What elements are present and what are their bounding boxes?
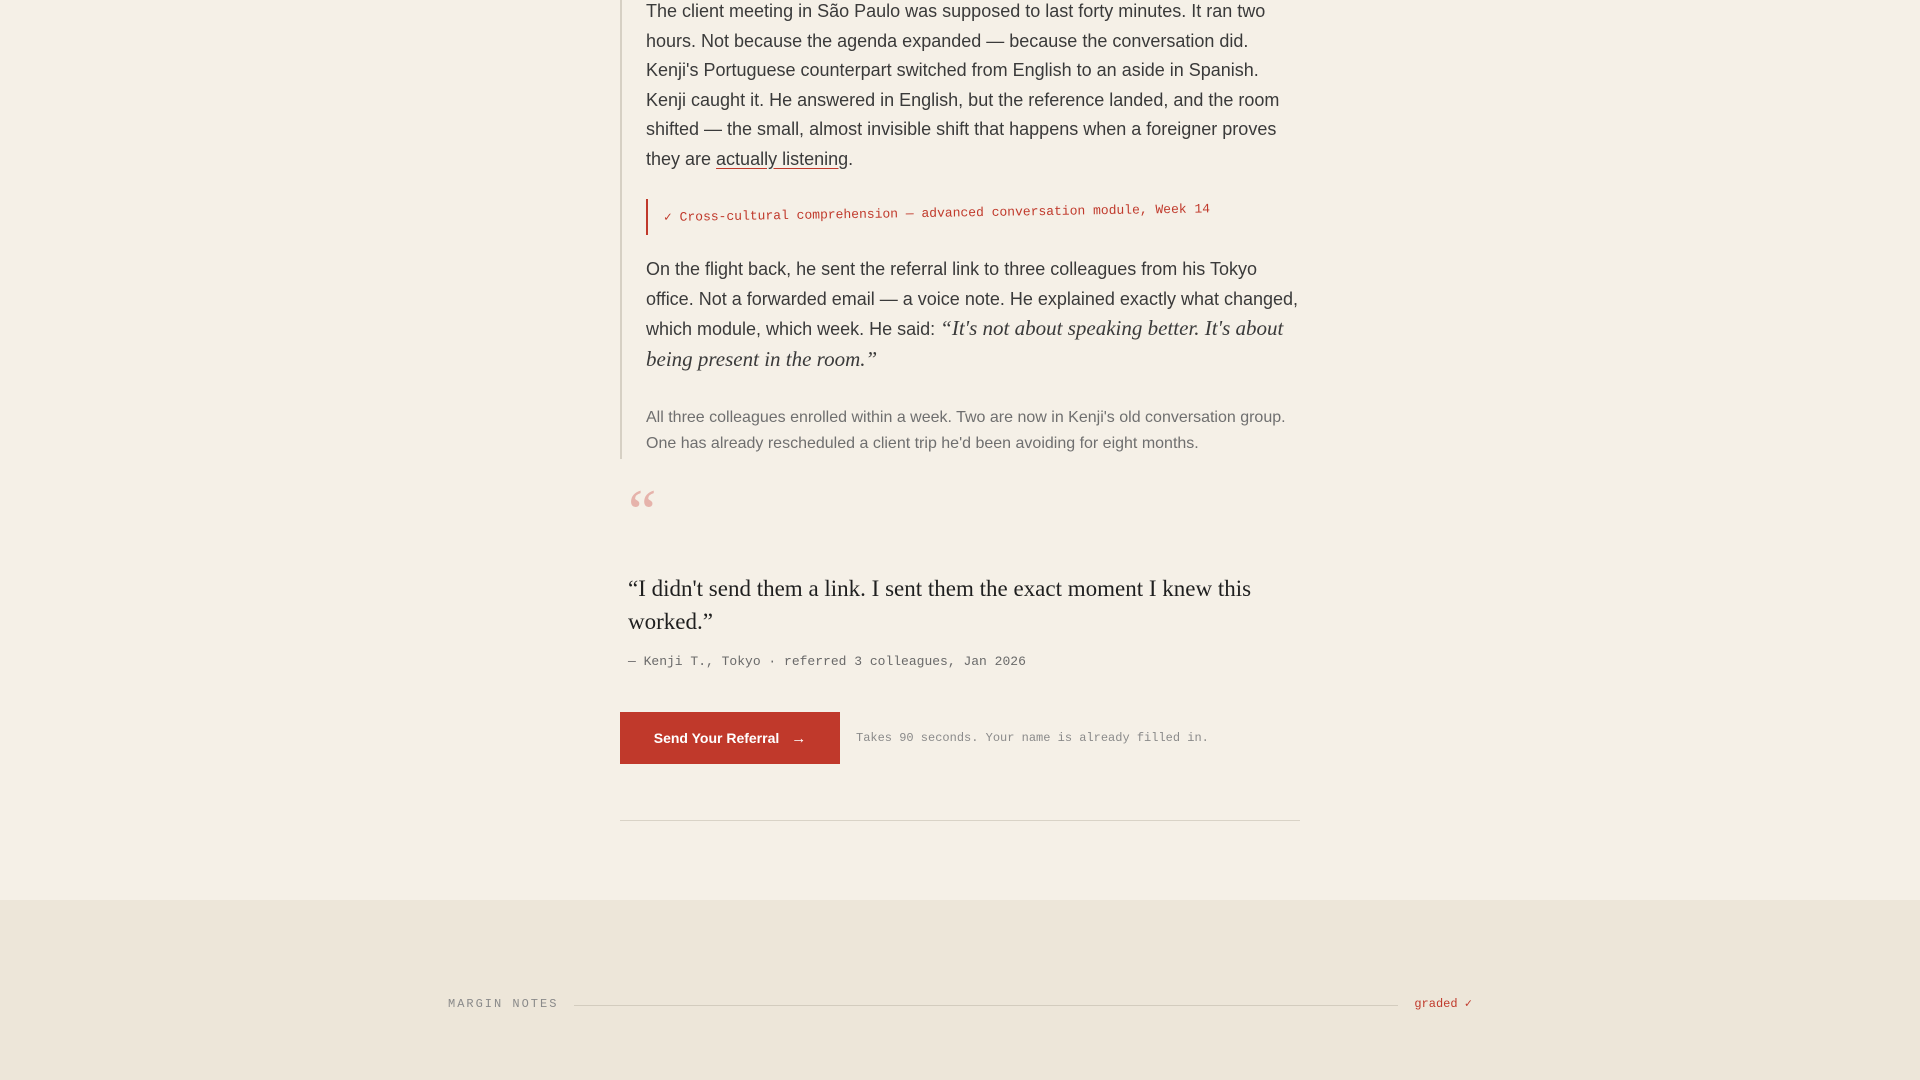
arrow-right-icon: → [791, 729, 807, 747]
module-badge [646, 199, 1302, 235]
margin-notes-header [448, 996, 1472, 1011]
story-section [620, 0, 1302, 459]
pull-quote-block [628, 476, 1300, 669]
story-body [622, 0, 1302, 459]
actually-listening-link[interactable]: actually listening [716, 148, 849, 169]
module-badge-text: ✓ Cross-cultural comprehension — advanced conversation module, Week 14 [663, 200, 1211, 225]
pull-quote-text: “I didn't send them a link. I sent them the exact moment I knew this worked.” [628, 576, 1252, 634]
margin-notes-section [0, 900, 1920, 1080]
send-referral-label: Send Your Referral [653, 730, 780, 746]
pull-quote-attribution: — Kenji T., Tokyo · referred 3 colleagues, Jan 2026 [628, 654, 1026, 669]
story-paragraph-1-end: . [848, 148, 854, 169]
story-paragraph-1-text: The client meeting in São Paulo was supposed to last forty minutes. It ran two hours. Not because the agenda expanded — because the conversation did. Kenji's Portuguese counterpart switched from English to an aside in Spanish. Kenji caught it. He answered in English, but the reference landed, and the room shifted — the small, almost invisible shift that happens when a foreigner proves they are [646, 1, 1280, 169]
quote-mark-icon: “ [628, 476, 657, 547]
section-divider [620, 820, 1300, 821]
cta-row [620, 712, 1209, 764]
story-paragraph-3: All three colleagues enrolled within a week. Two are now in Kenji's old conversation group. One has already rescheduled a client trip he'd been avoiding for eight months. [646, 409, 1286, 452]
margin-notes-label: MARGIN NOTES [448, 996, 559, 1011]
send-referral-button[interactable] [620, 712, 840, 764]
margin-notes-rule [574, 1005, 1398, 1006]
story-paragraph-2 [646, 255, 1302, 375]
inline-quote: “It's not about speaking better. It's about being present in the room.” [646, 316, 1284, 371]
graded-status: graded ✓ [1414, 997, 1472, 1011]
story-paragraph-2-text: On the flight back, he sent the referral link to three colleagues from his Tokyo office. Not a forwarded email — a voice note. He explained exactly what changed, which module, which week. He said: [646, 259, 1299, 339]
cta-note: Takes 90 seconds. Your name is already filled in. [856, 731, 1209, 745]
story-paragraph-1 [646, 0, 1302, 174]
